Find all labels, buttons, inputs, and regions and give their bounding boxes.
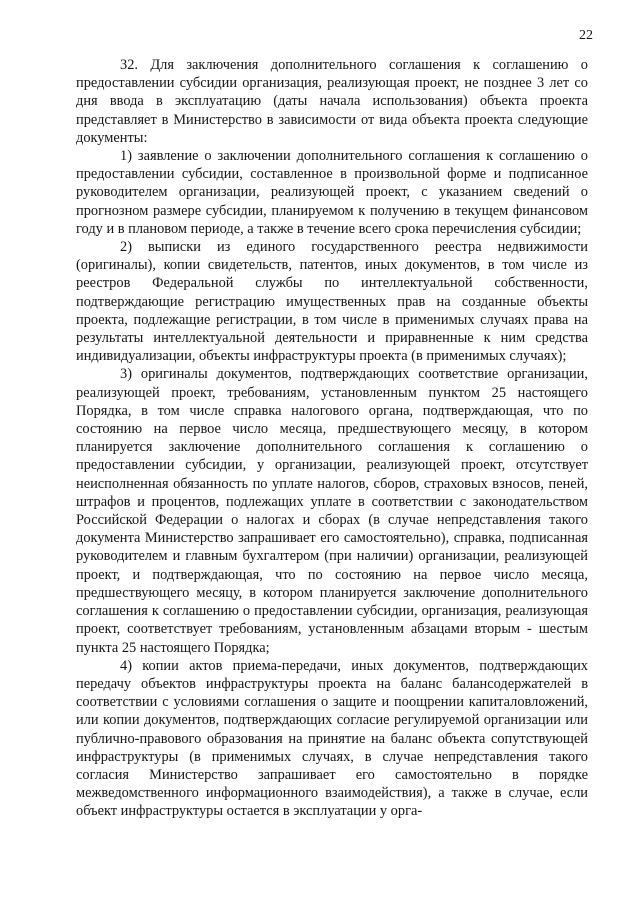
- page-number: 22: [579, 28, 593, 43]
- list-item-1: 1) заявление о заключении дополнительного соглашения к соглашению о предоставлении субсидии, составленное в произвольной форме и подписанное руководителем организации, реализующей проект, с указанием сведений о прогнозном размере субсидии, планируемом к получению в текущем финансовом году и в плановом периоде, а также в течение всего срока перечисления субсидии;: [76, 148, 588, 237]
- paragraph-32: 32. Для заключения дополнительного соглашения к соглашению о предоставлении субсидии организация, реализующая проект, не позднее 3 лет со дня ввода в эксплуатацию (даты начала использования) объекта проекта представляет в Министерство в зависимости от вида объекта проекта следующие документы:: [76, 57, 588, 146]
- list-item-4: 4) копии актов приема-передачи, иных документов, подтверждающих передачу объектов инфраструктуры проекта на баланс балансодержателей в соответствии с условиями соглашения о защите и поощрении капиталовложений, или копии документов, подтверждающих согласие регулируемой организации или публично-правового образования на принятие на баланс объекта сопутствующей инфраструктуры (в применимых случаях, в случае непредставления такого согласия Министерство запрашивает его самостоятельно в порядке межведомственного информационного взаимодействия), а также в случае, если объект инфраструктуры остается в эксплуатации у орга-: [76, 657, 588, 820]
- list-item-2: 2) выписки из единого государственного реестра недвижимости (оригиналы), копии свидетельств, патентов, иных документов, в том числе из реестров Федеральной службы по интеллектуальной собственности, подтверждающие регистрацию имущественных прав на созданные объекты проекта, подлежащие регистрации, в том числе в применимых случаях права на результаты интеллектуальной деятельности и приравненные к ним средства индивидуализации, объекты инфраструктуры проекта (в применимых случаях);: [76, 239, 588, 365]
- list-item-3: 3) оригиналы документов, подтверждающих соответствие организации, реализующей проект, требованиям, установленным пунктом 25 настоящего Порядка, в том числе справка налогового органа, подтверждающая, что по состоянию на первое число месяца, предшествующего месяцу, в котором планируется заключение дополнительного соглашения к соглашению о предоставлении субсидии, у организации, реализующей проект, отсутствует неисполненная обязанность по уплате налогов, сборов, страховых взносов, пеней, штрафов и процентов, подлежащих уплате в соответствии с законодательством Российской Федерации о налогах и сборах (в случае непредставления такого документа Министерство запрашивает его самостоятельно), справка, подписанная руководителем и главным бухгалтером (при наличии) организации, реализующей проект, и подтверждающая, что по состоянию на первое число месяца, предшествующего месяцу, в котором планируется заключение дополнительного соглашения к соглашению о предоставлении субсидии, организация, реализующая проект, соответствует требованиям, установленным абзацами вторым - шестым пункта 25 настоящего Порядка;: [76, 366, 588, 656]
- document-body: [76, 56, 588, 821]
